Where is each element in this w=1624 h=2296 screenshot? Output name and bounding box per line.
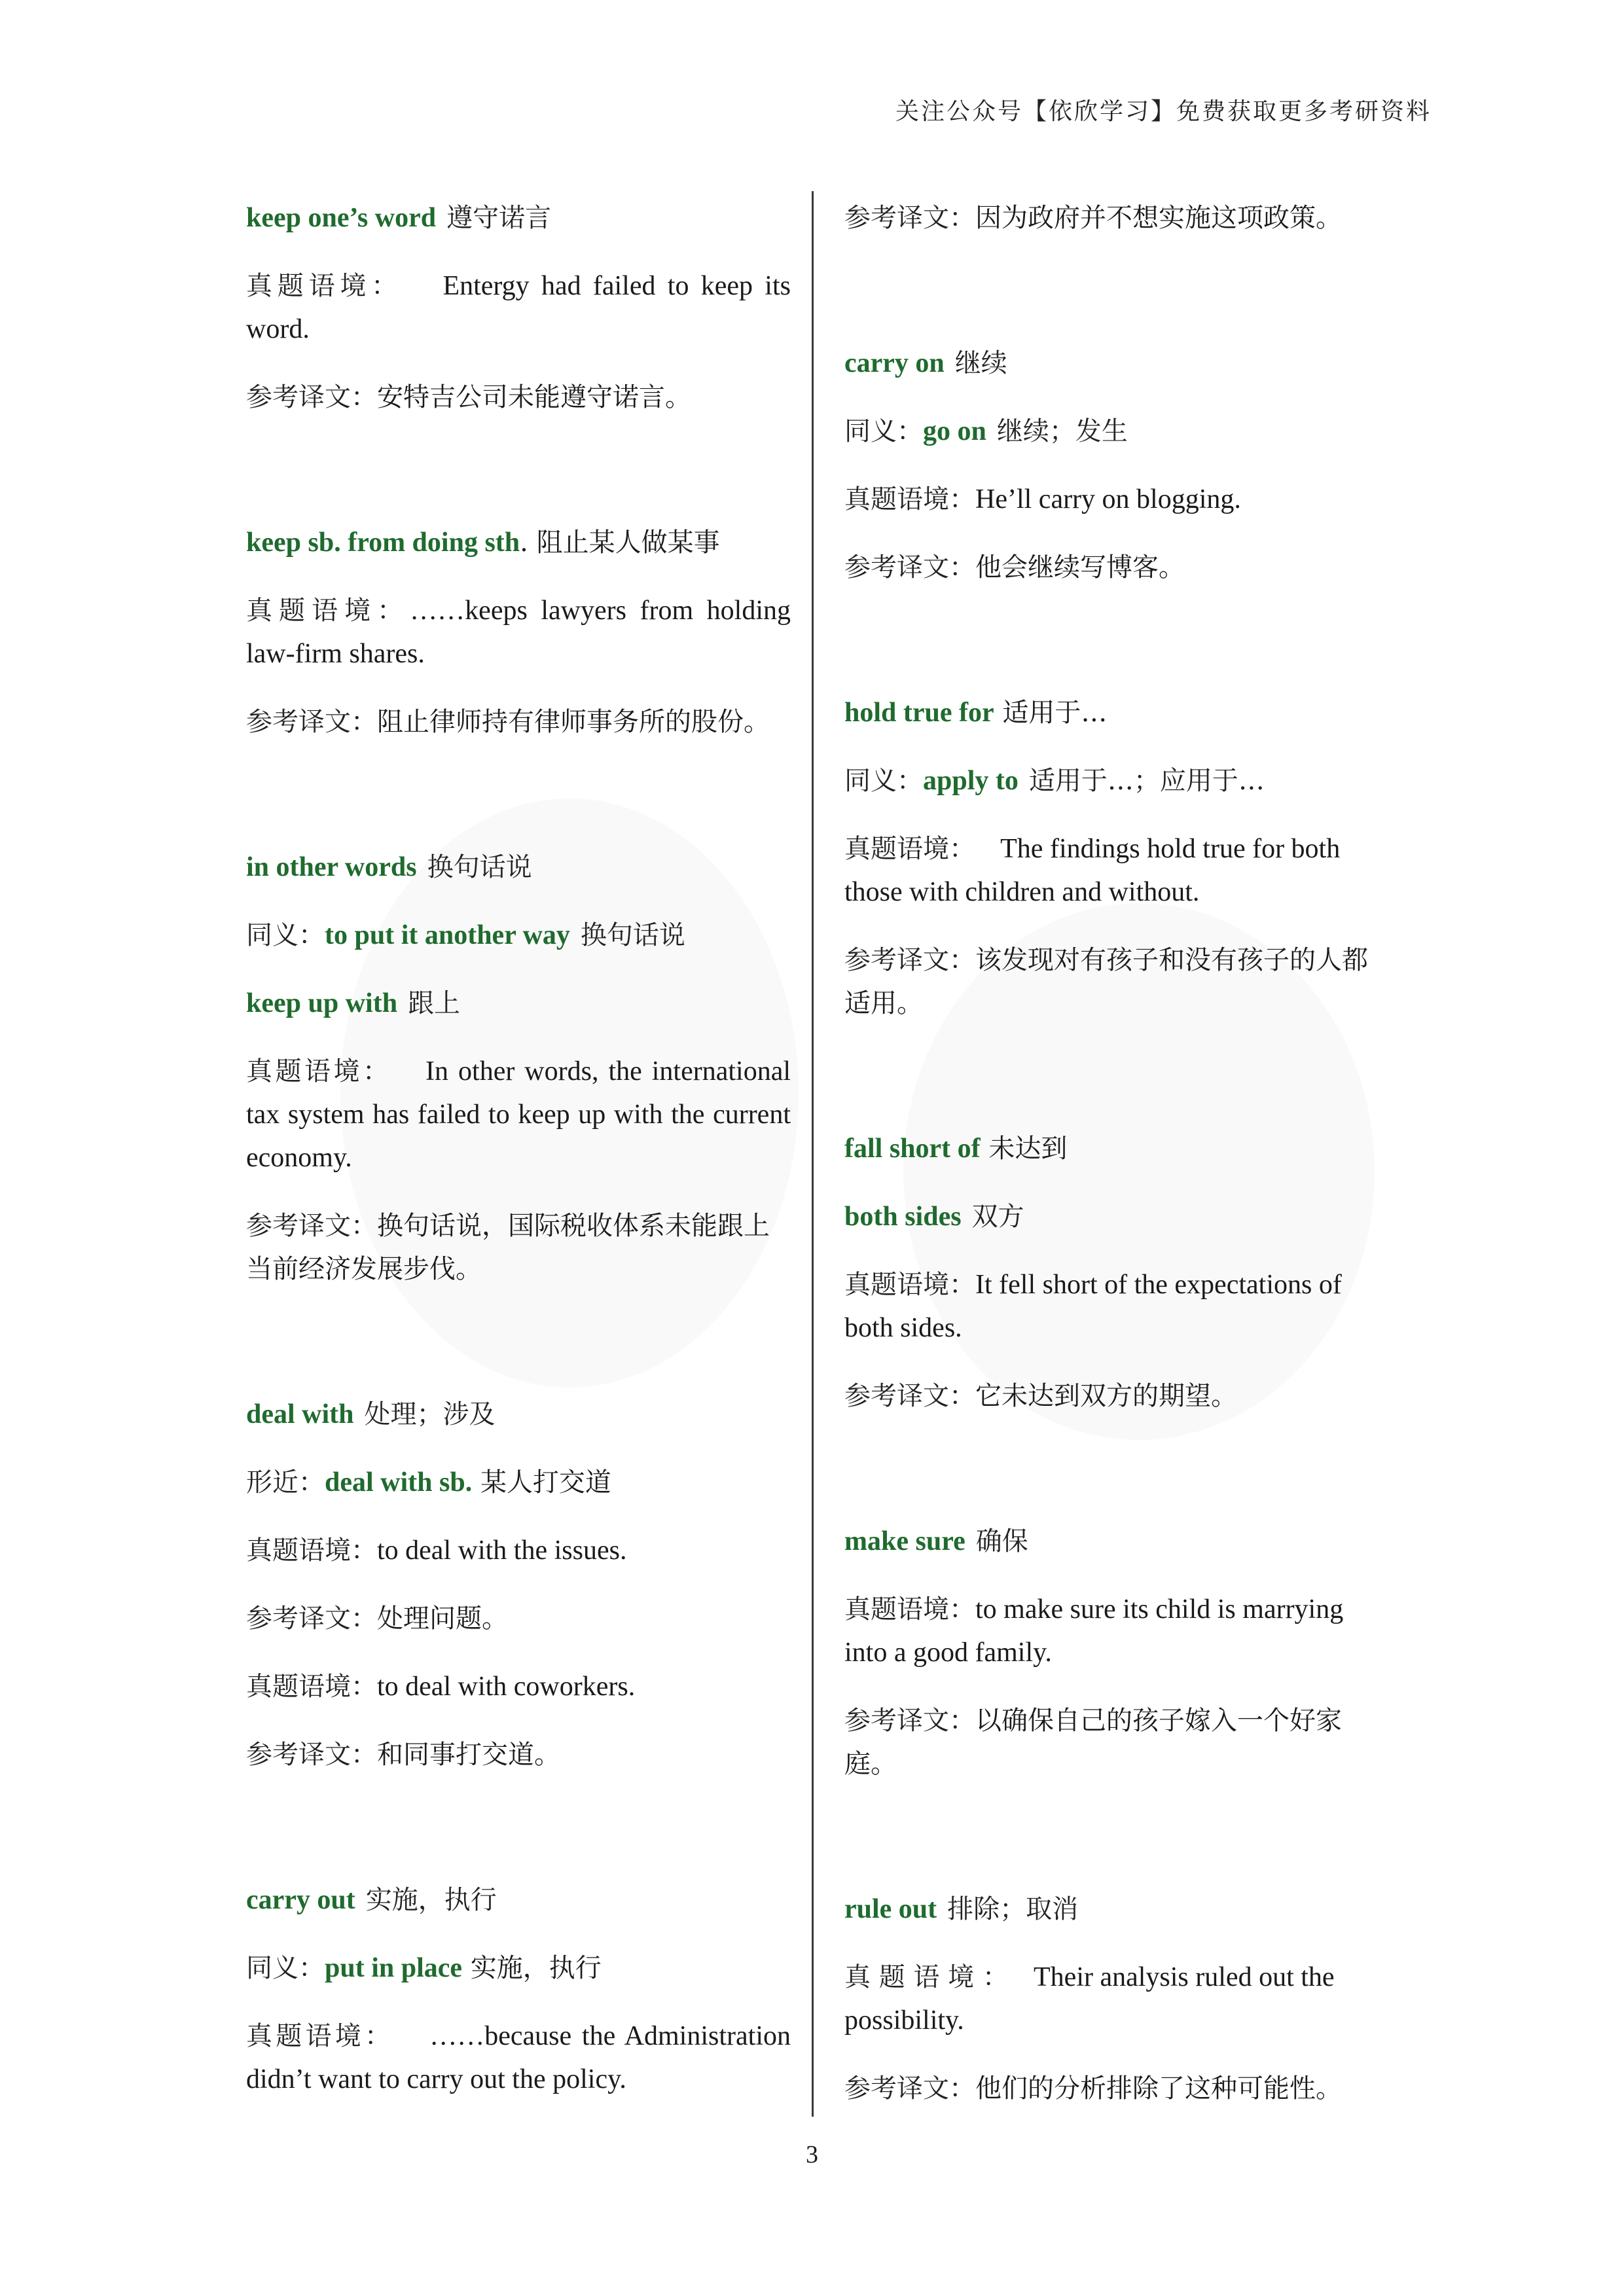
synonym-gloss: 继续；发生 <box>996 416 1128 446</box>
synonym-label: 同义： <box>246 920 325 950</box>
translation-label: 参考译文： <box>246 1604 377 1634</box>
context-text: The findings hold true for both those with children and without. <box>844 834 1341 907</box>
page-number: 3 <box>806 2141 818 2168</box>
context-text: Their analysis ruled out the possibility. <box>844 1962 1335 2036</box>
right-column <box>844 196 1389 2135</box>
term: keep one’s word <box>246 203 437 233</box>
context-label: 真题语境： <box>246 596 410 626</box>
gloss: 处理；涉及 <box>364 1399 496 1429</box>
translation-label: 参考译文： <box>844 552 975 583</box>
context-text: In other words, the international tax system has failed to keep up with the current economy. <box>246 1056 791 1173</box>
context-text: ……keeps lawyers from holding law-firm shares. <box>246 596 791 669</box>
term-secondary: keep up with <box>246 988 398 1018</box>
translation-text: 它未达到双方的期望。 <box>975 1381 1237 1411</box>
synonym-label: 同义： <box>246 1953 325 1983</box>
translation-label: 参考译文： <box>246 1740 377 1770</box>
term: fall short of <box>844 1134 981 1164</box>
context-text: It fell short of the expectations of both sides. <box>844 1270 1342 1343</box>
entry-deal-with <box>246 1393 791 1776</box>
entry-in-other-words <box>246 846 791 1291</box>
context-text: Entergy had failed to keep its word. <box>246 271 791 344</box>
synonym-gloss: 适用于…；应用于… <box>1028 766 1265 796</box>
gloss: 继续 <box>954 348 1007 378</box>
entry-carry-on <box>844 342 1389 589</box>
translation-text: 以确保自己的孩子嫁入一个好家庭。 <box>844 1706 1342 1779</box>
translation-text: 处理问题。 <box>377 1604 508 1634</box>
synonym-term: apply to <box>923 766 1019 796</box>
entry-make-sure <box>844 1520 1389 1785</box>
gloss: 遵守诺言 <box>446 203 552 233</box>
gloss: 未达到 <box>988 1134 1068 1164</box>
context-label: 真题语境： <box>246 1672 377 1702</box>
near-form-label: 形近： <box>246 1467 325 1498</box>
context-label: 真题语境： <box>246 2021 395 2051</box>
translation-label: 参考译文： <box>844 203 975 233</box>
term: in other words <box>246 852 417 882</box>
page-header: 关注公众号【依欣学习】免费获取更多考研资料 <box>895 98 1432 125</box>
translation-text: 安特吉公司未能遵守诺言。 <box>377 382 691 412</box>
translation-label: 参考译文： <box>844 945 975 975</box>
context-label: 真题语境： <box>844 834 975 864</box>
translation-text: 他会继续写博客。 <box>975 552 1185 583</box>
context-label: 真题语境： <box>844 484 975 514</box>
entry-hold-true-for <box>844 691 1389 1025</box>
translation-label: 参考译文： <box>844 2073 975 2104</box>
term: carry out <box>246 1885 355 1915</box>
term-secondary: both sides <box>844 1202 962 1232</box>
synonym-gloss: 换句话说 <box>580 920 685 950</box>
translation-label: 参考译文： <box>246 382 377 412</box>
term: hold true for <box>844 698 994 728</box>
gloss: 适用于… <box>1002 698 1108 728</box>
translation-text: 该发现对有孩子和没有孩子的人都适用。 <box>844 945 1368 1018</box>
gloss: 实施，执行 <box>365 1885 497 1915</box>
entry-carry-out <box>246 1878 791 2101</box>
gloss: 确保 <box>975 1526 1028 1556</box>
near-form-term: deal with sb. <box>325 1467 473 1498</box>
gloss-secondary: 双方 <box>971 1202 1024 1232</box>
translation-text: 换句话说，国际税收体系未能跟上当前经济发展步伐。 <box>246 1211 770 1284</box>
translation-label: 参考译文： <box>246 1211 377 1241</box>
context-text: He’ll carry on blogging. <box>975 484 1241 514</box>
synonym-term: to put it another way <box>325 920 570 950</box>
context-label: 真 题 语 境 ： <box>844 1962 1009 1992</box>
translation-label: 参考译文： <box>844 1381 975 1411</box>
context-label: 真题语境： <box>246 1056 392 1086</box>
context-label: 真题语境： <box>844 1270 975 1300</box>
context-text-2: to deal with coworkers. <box>377 1672 636 1702</box>
entry-keep-sb-from <box>246 521 791 744</box>
translation-text: 阻止律师持有律师事务所的股份。 <box>377 707 770 737</box>
left-column <box>246 196 791 2126</box>
translation-text: 他们的分析排除了这种可能性。 <box>975 2073 1342 2104</box>
synonym-term: go on <box>923 416 986 446</box>
synonym-gloss: 实施，执行 <box>470 1953 602 1983</box>
context-text: to make sure its child is marrying into a good family. <box>844 1594 1344 1668</box>
context-text: to deal with the issues. <box>377 1535 627 1566</box>
entry-fall-short-of <box>844 1127 1389 1418</box>
near-form-gloss: 某人打交道 <box>480 1467 611 1498</box>
column-divider <box>812 191 814 2117</box>
term: carry on <box>844 348 945 378</box>
context-label: 真题语境： <box>246 271 403 301</box>
gloss-secondary: 跟上 <box>408 988 461 1018</box>
context-label: 真题语境： <box>844 1594 975 1624</box>
entry-keep-ones-word <box>246 196 791 419</box>
translation-label: 参考译文： <box>246 707 377 737</box>
term: deal with <box>246 1399 354 1429</box>
context-text: ……because the Administration didn’t want to carry out the policy. <box>246 2021 791 2094</box>
gloss: 排除；取消 <box>947 1894 1079 1924</box>
translation-text: 因为政府并不想实施这项政策。 <box>975 203 1342 233</box>
context-label: 真题语境： <box>246 1535 377 1566</box>
entry-rule-out <box>844 1888 1389 2110</box>
synonym-label: 同义： <box>844 416 923 446</box>
term: keep sb. from doing sth <box>246 528 520 558</box>
entry-carry-out-continued <box>844 196 1389 240</box>
synonym-term: put in place <box>325 1953 463 1983</box>
translation-text-2: 和同事打交道。 <box>377 1740 560 1770</box>
gloss: . 阻止某人做某事 <box>520 528 720 558</box>
synonym-label: 同义： <box>844 766 923 796</box>
term: make sure <box>844 1526 965 1556</box>
translation-label: 参考译文： <box>844 1706 975 1736</box>
term: rule out <box>844 1894 937 1924</box>
gloss: 换句话说 <box>427 852 532 882</box>
